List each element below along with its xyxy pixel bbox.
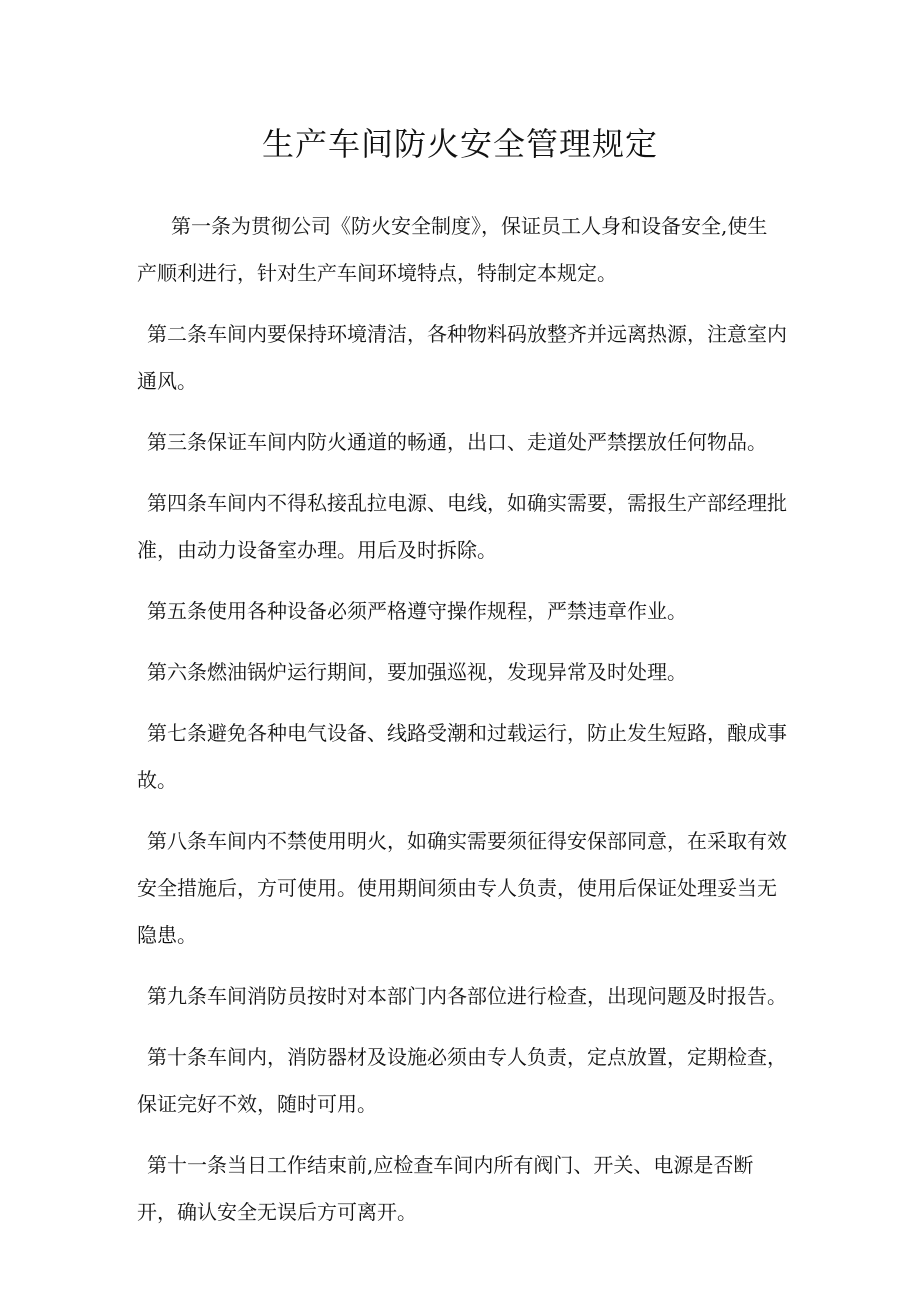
article-4: 第四条车间内不得私接乱拉电源、电线，如确实需要，需报生产部经理批准，由动力设备室办理。用后及时拆除。 [137, 491, 787, 562]
article-3: 第三条保证车间内防火通道的畅通，出口、走道处严禁摆放任何物品。 [147, 430, 767, 454]
article-10: 第十条车间内，消防器材及设施必须由专人负责，定点放置，定期检查，保证完好不效，随时可用。 [137, 1045, 787, 1116]
article-1: 第一条为贯彻公司《防火安全制度》，保证员工人身和设备安全,使生产顺利进行，针对生产车间环境特点，特制定本规定。 [137, 214, 768, 285]
article-6: 第六条燃油锅炉运行期间，要加强巡视，发现异常及时处理。 [147, 660, 687, 684]
document-body [137, 203, 787, 1250]
page-title: 生产车间防火安全管理规定 [261, 125, 658, 163]
article-2: 第二条车间内要保持环境清洁，各种物料码放整齐并远离热源，注意室内通风。 [137, 322, 787, 393]
article-5: 第五条使用各种设备必须严格遵守操作规程，严禁违章作业。 [147, 599, 687, 623]
article-7: 第七条避免各种电气设备、线路受潮和过载运行，防止发生短路，酿成事故。 [137, 721, 787, 792]
article-8: 第八条车间内不禁使用明火，如确实需要须征得安保部同意，在采取有效安全措施后，方可使用。使用期间须由专人负责，使用后保证处理妥当无隐患。 [137, 829, 787, 947]
article-9: 第九条车间消防员按时对本部门内各部位进行检查，出现问题及时报告。 [147, 984, 787, 1008]
article-11: 第十一条当日工作结束前,应检查车间内所有阀门、开关、电源是否断开，确认安全无误后方可离开。 [137, 1153, 754, 1224]
